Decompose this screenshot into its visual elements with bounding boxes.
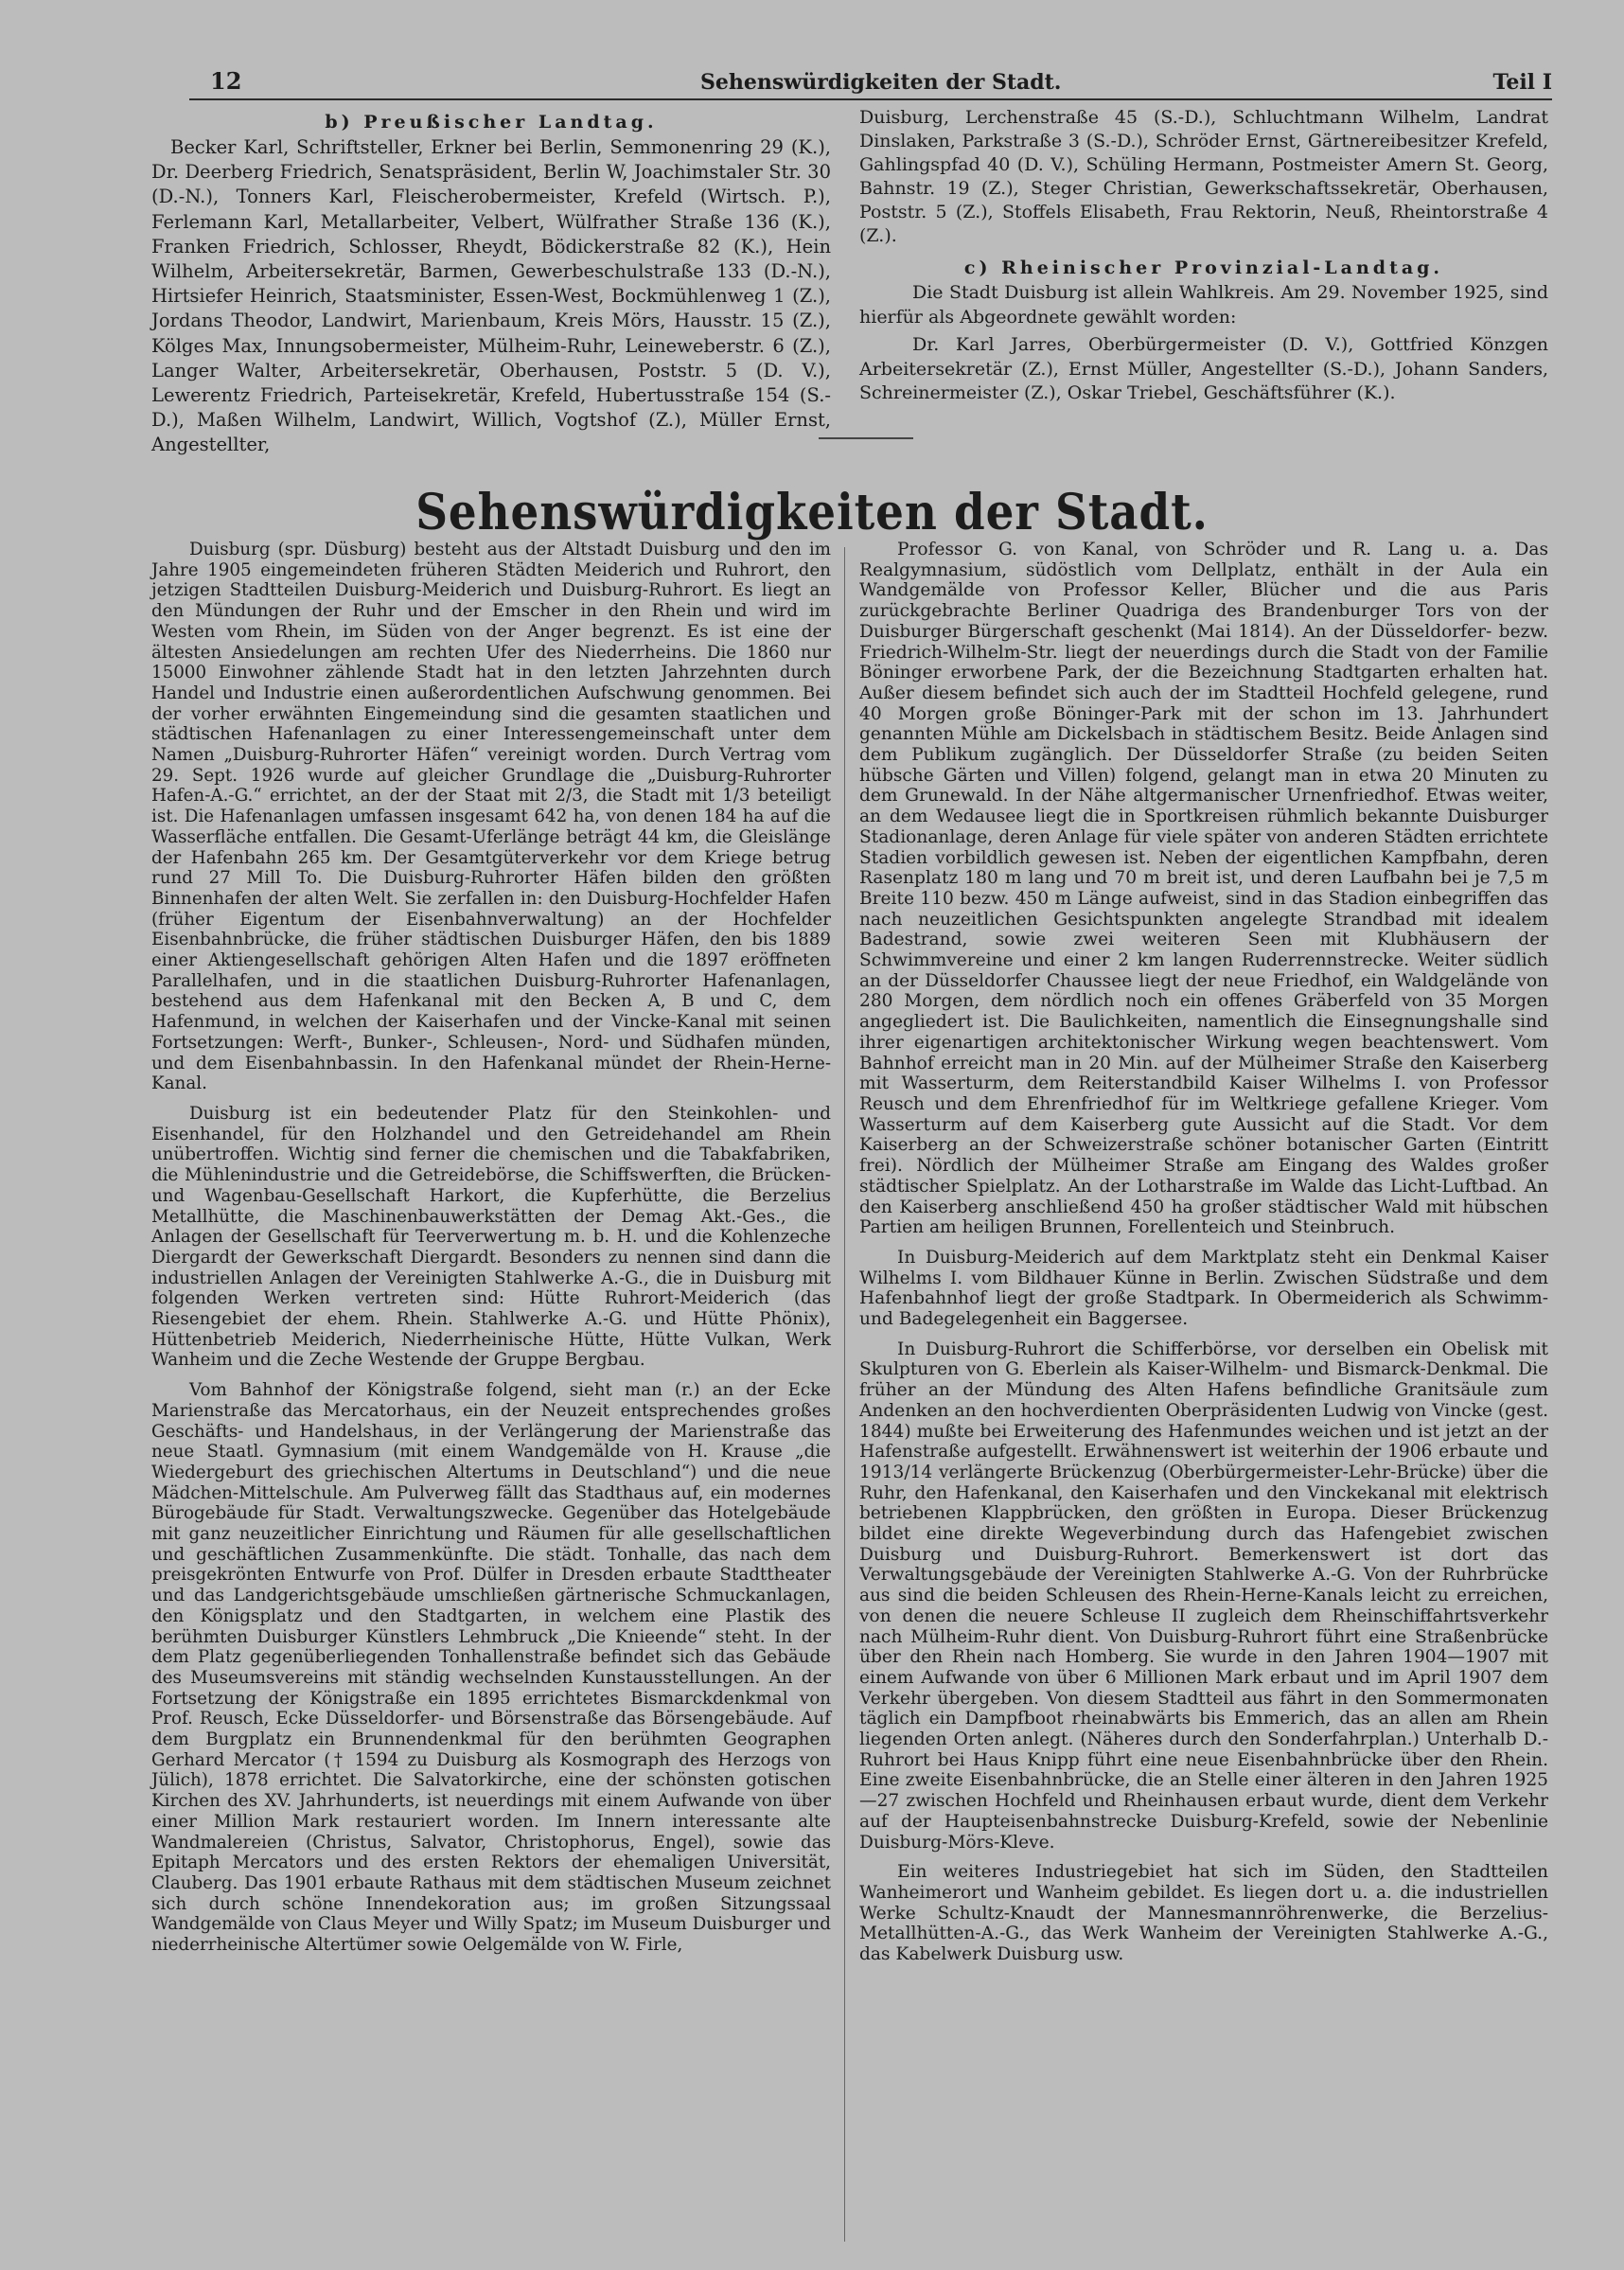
preussischer-landtag-section [151,112,831,456]
paragraph-industry-south: Ein weiteres Industriegebiet hat sich im Süden, den Stadtteilen Wanheimerort und Wanheim gebildet. Es liegen dort u. a. die industriellen Werke Schultz-Knaudt der Mannesmannröhrenwerke, die Berzelius-Metallhütten-A.-G., das Werk Wanheim der Vereinigten Stahlwerke A.-G., das Kabelwerk Duisburg usw. [859,1862,1548,1965]
preussischer-landtag-heading: b) Preußischer Landtag. [325,112,658,133]
preussischer-landtag-members: Becker Karl, Schriftsteller, Erkner bei Berlin, Semmonenring 29 (K.), Dr. Deerberg Friedrich, Senatspräsident, Berlin W, Joachimstaler Str. 30 (D.-N.), Tonners Karl, Fleischerobermeister, Krefeld (Wirtsch. P.), Ferlemann Karl, Metallarbeiter, Velbert, Wülfrather Straße 136 (K.), Franken Friedrich, Schlosser, Rheydt, Bödickerstraße 82 (K.), Hein Wilhelm, Arbeitersekretär, Barmen, Gewerbeschulstraße 133 (D.-N.), Hirtsiefer Heinrich, Staatsminister, Essen-West, Bockmühlenweg 1 (Z.), Jordans Theodor, Landwirt, Marienbaum, Kreis Mörs, Hausstr. 15 (Z.), Kölges Max, Innungsobermeister, Mülheim-Ruhr, Leineweberstr. 6 (Z.), Langer Walter, Arbeitersekretär, Oberhausen, Poststr. 5 (D. V.), Lewerentz Friedrich, Parteisekretär, Krefeld, Hubertusstraße 154 (S.-D.), Maßen Wilhelm, Landwirt, Willich, Vogtshof (Z.), Müller Ernst, Angestellter, [151,136,831,456]
provinzial-landtag-heading: c) Rheinischer Provinzial-Landtag. [963,257,1444,278]
section-divider [819,437,913,439]
right-column [859,540,1548,2243]
provinzial-landtag-members: Dr. Karl Jarres, Oberbürgermeister (D. V.), Gottfried Könzgen Arbeitersekretär (Z.), Ernst Müller, Angestellter (S.-D.), Johann Sanders, Schreinermeister (Z.), Oskar Triebel, Geschäftsführer (K.). [859,334,1548,403]
paragraph-harbour: Duisburg (spr. Düsburg) besteht aus der Altstadt Duisburg und den im Jahre 1905 eingemeindeten früheren Städten Meiderich und Ruhrort, den jetzigen Stadtteilen Duisburg-Meiderich und Duisburg-Ruhrort. Es liegt an den Mündungen der Ruhr und der Emscher in den Rhein und wird im Westen vom Rhein, im Süden von der Anger begrenzt. Es ist eine der ältesten Ansiedelungen am rechten Ufer des Niederrheins. Die 1860 nur 15000 Einwohner zählende Stadt hat in den letzten Jahrzehnten durch Handel und Industrie einen außerordentlichen Aufschwung genommen. Bei der vorher erwähnten Eingemeindung sind die gesamten staatlichen und städtischen Hafenanlagen zu einer Interessengemeinschaft unter dem Namen „Duisburg-Ruhrorter Häfen“ vereinigt worden. Durch Vertrag vom 29. Sept. 1926 wurde auf gleicher Grundlage die „Duisburg-Ruhrorter Hafen-A.-G.“ errichtet, an der der Staat mit 2/3, die Stadt mit 1/3 beteiligt ist. Die Hafenanlagen umfassen insgesamt 642 ha, von denen 184 ha auf die Wasserfläche entfallen. Die Gesamt-Uferlänge beträgt 44 km, die Gleislänge der Hafenbahn 265 km. Der Gesamtgüterverkehr vor dem Kriege betrug rund 27 Mill To. Die Duisburg-Ruhrorter Häfen bilden den größten Binnenhafen der alten Welt. Sie zerfallen in: den Duisburg-Hochfelder Hafen (früher Eigentum der Eisenbahnverwaltung) an der Hochfelder Eisenbahnbrücke, die früher städtischen Duisburger Häfen, den bis 1889 einer Aktiengesellschaft gehörigen Alten Hafen und die 1897 eröffneten Parallelhafen, und in die staatlichen Duisburg-Ruhrorter Hafenanlagen, bestehend aus dem Hafenkanal mit den Becken A, B und C, dem Hafenmund, in welchen der Kaiserhafen und der Vincke-Kanal mit seinen Fortsetzungen: Werft-, Bunker-, Schleusen-, Nord- und Südhafen münden, und dem Eisenbahnbassin. In den Hafenkanal mündet der Rhein-Herne-Kanal. [151,540,831,1094]
main-title: Sehenswürdigkeiten der Stadt. [415,484,1209,541]
landtag-members-continuation: Duisburg, Lerchenstraße 45 (S.-D.), Schluchtmann Wilhelm, Landrat Dinslaken, Parkstraße 3 (S.-D.), Schröder Ernst, Gärtnereibesitzer Krefeld, Gahlingspfad 40 (D. V.), Schüling Hermann, Postmeister Amern St. Georg, Bahnstr. 19 (Z.), Steger Christian, Gewerkschaftssekretär, Oberhausen, Poststr. 5 (Z.), Stoffels Elisabeth, Frau Rektorin, Neuß, Rheintorstraße 4 (Z.). [859,107,1548,246]
running-header [189,66,1552,100]
paragraph-parks: Professor G. von Kanal, von Schröder und R. Lang u. a. Das Realgymnasium, südöstlich vom Dellplatz, enthält in der Aula ein Wandgemälde von Professor Keller, Blücher und die aus Paris zurückgebrachte Berliner Quadriga des Brandenburger Tors von der Duisburger Bürgerschaft geschenkt (Mai 1814). An der Düsseldorfer- bezw. Friedrich-Wilhelm-Str. liegt der neuerdings durch die Stadt von der Familie Böninger erworbene Park, der die Bezeichnung Stadtgarten erhalten hat. Außer diesem befindet sich auch der im Stadtteil Hochfeld gelegene, rund 40 Morgen große Böninger-Park mit der schon im 13. Jahrhundert genannten Mühle am Dickelsbach in städtischem Besitz. Beide Anlagen sind dem Publikum zugänglich. Der Düsseldorfer Straße (zu beiden Seiten hübsche Gärten und Villen) folgend, gelangt man in etwa 20 Minuten zu dem Grunewald. In der Nähe altgermanischer Urnenfriedhof. Etwas weiter, an dem Wedausee liegt die in Sportkreisen rühmlich bekannte Duisburger Stadionanlage, deren Anlage für viele später von anderen Städten errichtete Stadien vorbildlich gewesen ist. Neben der eigentlichen Kampfbahn, deren Rasenplatz 180 m lang und 70 m breit ist, und deren Laufbahn bei je 7,5 m Breite 110 bezw. 450 m Länge aufweist, sind in das Stadion einbegriffen das nach neuzeitlichen Gesichtspunkten angelegte Strandbad mit idealem Badestrand, sowie zwei weiteren Seen mit Klubhäusern der Schwimmvereine und einer 2 km langen Ruderrennstrecke. Weiter südlich an der Düsseldorfer Chaussee liegt der neue Friedhof, ein Waldgelände von 280 Morgen, dem nördlich noch ein offenes Gräberfeld von 35 Morgen angegliedert ist. Die Baulichkeiten, namentlich die Einsegnungshalle sind ihrer eigenartigen architektonischer Wirkung wegen beachtenswert. Vom Bahnhof erreicht man in 20 Min. auf der Mülheimer Straße den Kaiserberg mit Wasserturm, dem Reiterstandbild Kaiser Wilhelms I. von Professor Reusch und dem Ehrenfriedhof für im Weltkriege gefallene Krieger. Vom Wasserturm auf dem Kaiserberg gute Aussicht auf die Stadt. Vor dem Kaiserberg an der Schweizerstraße schöner botanischer Garten (Eintritt frei). Nördlich der Mülheimer Straße am Eingang des Waldes großer städtischer Spielplatz. An der Lotharstraße im Walde das Licht-Luftbad. An den Kaiserberg anschließend 450 ha großer städtischer Wald mit hübschen Partien am heiligen Brunnen, Forellenteich und Steinbruch. [859,540,1548,1238]
part-label: Teil I [1492,70,1552,95]
paragraph-meiderich: In Duisburg-Meiderich auf dem Marktplatz steht ein Denkmal Kaiser Wilhelms I. vom Bildhauer Künne in Berlin. Zwischen Südstraße und dem Hafenbahnhof liegt der große Stadtpark. In Obermeiderich als Schwimm- und Badegelegenheit ein Baggersee. [859,1247,1548,1330]
column-divider [844,547,845,2242]
provinzial-landtag-intro: Die Stadt Duisburg ist allein Wahlkreis. Am 29. November 1925, sind hierfür als Abgeordnete gewählt worden: [859,282,1548,328]
paragraph-industry: Duisburg ist ein bedeutender Platz für den Steinkohlen- und Eisenhandel, für den Holzhandel und den Getreidehandel am Rhein unübertroffen. Wichtig sind ferner die chemischen und die Tabakfabriken, die Mühlenindustrie und die Getreidebörse, die Schiffswerften, die Brücken- und Wagenbau-Gesellschaft Harkort, die Kupferhütte, die Berzelius Metallhütte, die Maschinenbauwerkstätten der Demag Akt.-Ges., die Anlagen der Gesellschaft für Teerverwertung m. b. H. und die Kohlenzeche Diergardt der Gewerkschaft Diergardt. Besonders zu nennen sind dann die industriellen Anlagen der Vereinigten Stahlwerke A.-G., die in Duisburg mit folgenden Werken vertreten sind: Hütte Ruhrort-Meiderich (das Riesengebiet der ehem. Rhein. Stahlwerke A.-G. und Hütte Phönix), Hüttenbetrieb Meiderich, Niederrheinische Hütte, Hütte Vulkan, Werk Wanheim und die Zeche Westende der Gruppe Bergbau. [151,1103,831,1371]
page-number: 12 [210,67,242,95]
landtag-continuation-section [859,106,1548,418]
left-column [151,540,831,2243]
running-title: Sehenswürdigkeiten der Stadt. [700,70,1062,95]
paragraph-city-walk: Vom Bahnhof der Königstraße folgend, sieht man (r.) an der Ecke Marienstraße das Mercatorhaus, ein der Neuzeit entsprechendes großes Geschäfts- und Handelshaus, in der Verlängerung der Marienstraße das neue Staatl. Gymnasium (mit einem Wandgemälde von H. Krause „die Wiedergeburt des griechischen Altertums in Deutschland“) und die neue Mädchen-Mittelschule. Am Pulverweg fällt das Stadthaus auf, ein modernes Bürogebäude für Stadt. Verwaltungszwecke. Gegenüber das Hotelgebäude mit ganz neuzeitlicher Einrichtung und Räumen für alle gesellschaftlichen und geschäftlichen Zusammenkünfte. Die städt. Tonhalle, das nach dem preisgekrönten Entwurfe von Prof. Dülfer in Dresden erbaute Stadttheater und das Landgerichtsgebäude umschließen gärtnerische Schmuckanlagen, den Königsplatz und den Stadtgarten, in welchem eine Plastik des berühmten Duisburger Künstlers Lehmbruck „Die Knieende“ steht. In der dem Platz gegenüberliegenden Tonhallenstraße befindet sich das Gebäude des Museumsvereins mit ständig wechselnden Kunstausstellungen. An der Fortsetzung der Königstraße ein 1895 errichtetes Bismarckdenkmal von Prof. Reusch, Ecke Düsseldorfer- und Börsenstraße das Börsengebäude. Auf dem Burgplatz ein Brunnendenkmal für den berühmten Geographen Gerhard Mercator († 1594 zu Duisburg als Kosmograph des Herzogs von Jülich), 1878 errichtet. Die Salvatorkirche, eine der schönsten gotischen Kirchen des XV. Jahrhunderts, ist neuerdings mit einem Aufwande von über einer Million Mark restauriert worden. Im Innern interessante alte Wandmalereien (Christus, Salvator, Christophorus, Engel), sowie das Epitaph Mercators und des ersten Rektors der ehemaligen Universität, Clauberg. Das 1901 erbaute Rathaus mit dem städtischen Museum zeichnet sich durch schöne Innendekoration aus; im großen Sitzungssaal Wandgemälde von Claus Meyer und Willy Spatz; im Museum Duisburger und niederrheinische Altertümer sowie Oelgemälde von W. Firle, [151,1380,831,1956]
paragraph-ruhrort: In Duisburg-Ruhrort die Schifferbörse, vor derselben ein Obelisk mit Skulpturen von G. Eberlein als Kaiser-Wilhelm- und Bismarck-Denkmal. Die früher an der Mündung des Alten Hafens befindliche Granitsäule zum Andenken an den hochverdienten Oberpräsidenten Ludwig von Vincke (gest. 1844) mußte bei Erweiterung des Hafenmundes weichen und ist jetzt an der Hafenstraße aufgestellt. Erwähnenswert ist weiterhin der 1906 erbaute und 1913/14 verlängerte Brückenzug (Oberbürgermeister-Lehr-Brücke) über die Ruhr, den Hafenkanal, den Kaiserhafen und den Vinckekanal mit elektrisch betriebenen Klappbrücken, den größten in Europa. Dieser Brückenzug bildet eine direkte Wegeverbindung durch das Hafengebiet zwischen Duisburg und Duisburg-Ruhrort. Bemerkenswert ist dort das Verwaltungsgebäude der Vereinigten Stahlwerke A.-G. Von der Ruhrbrücke aus sind die beiden Schleusen des Rhein-Herne-Kanals leicht zu erreichen, von denen die neuere Schleuse II zugleich dem Rheinschiffahrtsverkehr nach Mülheim-Ruhr dient. Von Duisburg-Ruhrort führt eine Straßenbrücke über den Rhein nach Homberg. Sie wurde in den Jahren 1904—1907 mit einem Aufwande von über 6 Millionen Mark erbaut und im April 1907 dem Verkehr übergeben. Von diesem Stadtteil aus fährt in den Sommermonaten täglich ein Dampfboot rheinabwärts bis Emmerich, das an allen am Rhein liegenden Orten anlegt. (Näheres durch den Sonderfahrplan.) Unterhalb D.-Ruhrort bei Haus Knipp führt eine neue Eisenbahnbrücke über den Rhein. Eine zweite Eisenbahnbrücke, die an Stelle einer älteren in den Jahren 1925—27 zwischen Hochfeld und Rheinhausen erbaut wurde, dient dem Verkehr auf der Haupteisenbahnstrecke Duisburg-Krefeld, sowie der Nebenlinie Duisburg-Mörs-Kleve. [859,1339,1548,1853]
